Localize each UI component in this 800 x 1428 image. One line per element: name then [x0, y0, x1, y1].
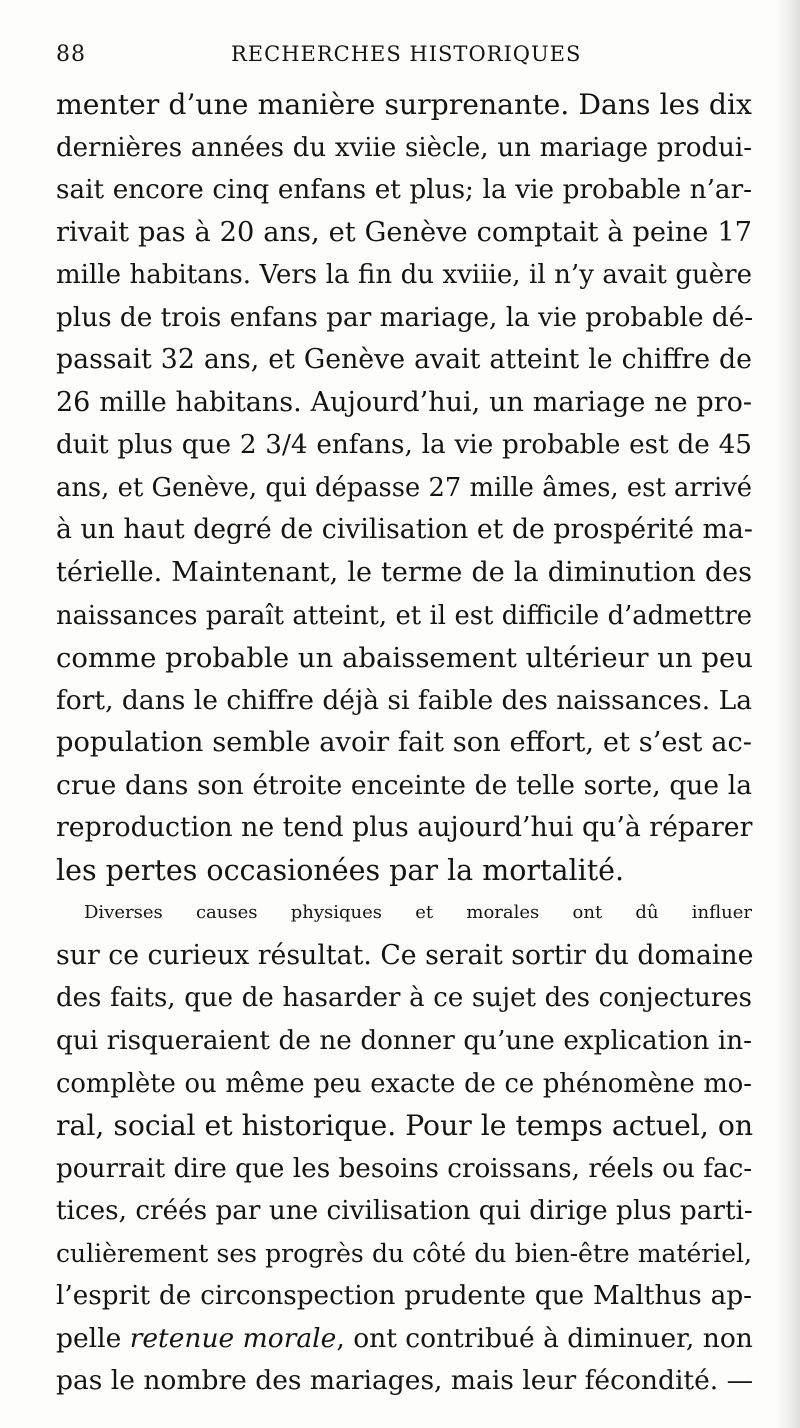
text-line-25: ral, social et historique. Pour le temps actuel, on [56, 1109, 754, 1143]
text-line-6: plus de trois enfans par mariage, la vie probable dé- [56, 302, 754, 333]
text-line-15: fort, dans le chiffre déjà si faible des naissances. La [56, 684, 753, 716]
text-line-31: pas le nombre des mariages, mais leur fécondité. — [56, 1365, 754, 1397]
text-line-8: 26 mille habitans. Aujourd’hui, un mariage ne pro- [56, 386, 752, 418]
text-line-5: mille habitans. Vers la fin du xviiie, il n’y avait guère [56, 260, 752, 291]
page-edge-shadow [774, 0, 800, 1428]
text-line-1: menter d’une manière surprenante. Dans les dix [56, 88, 752, 121]
text-line-29: l’esprit de circonspection prudente que Malthus ap- [56, 1281, 752, 1312]
body-text [56, 84, 752, 1403]
page-header [56, 40, 756, 70]
text-line-4: rivait pas à 20 ans, et Genève comptait à peine 17 [56, 216, 752, 248]
page-number: 88 [56, 42, 86, 67]
text-line-3: sait encore cinq enfans et plus; la vie probable n’ar- [56, 175, 752, 206]
text-line-22: des faits, que de hasarder à ce sujet des conjectures [56, 983, 752, 1014]
text-line-30: pelle retenue morale, ont contribué à diminuer, non [56, 1322, 753, 1354]
text-line-23: qui risqueraient de ne donner qu’une explication in- [56, 1026, 752, 1057]
text-line-2: dernières années du xviie siècle, un mariage produi- [56, 132, 752, 163]
text-line-9: duit plus que 2 3/4 enfans, la vie probable est de 45 [56, 430, 752, 461]
text-line-26: pourrait dire que les besoins croissans, réels ou fac- [56, 1153, 753, 1184]
text-line-10: ans, et Genève, qui dépasse 27 mille âmes, est arrivé [56, 472, 752, 503]
running-head: RECHERCHES HISTORIQUES [231, 42, 582, 66]
text-line-11: à un haut degré de civilisation et de prospérité ma- [56, 514, 753, 546]
text-line-21: sur ce curieux résultat. Ce serait sortir du domaine [56, 939, 754, 971]
text-line-24: complète ou même peu exacte de ce phénomène mo- [56, 1068, 752, 1099]
text-line-20: Diverses causes physiques et morales ont dû influer [84, 902, 752, 924]
text-line-19: les pertes occasionées par la mortalité. [56, 853, 625, 887]
text-line-17: crue dans son étroite enceinte de telle sorte, que la [56, 769, 752, 801]
text-line-27: tices, créés par une civilisation qui dirige plus parti- [56, 1196, 753, 1227]
text-line-13: naissances paraît atteint, et il est difficile d’admettre [56, 600, 752, 631]
text-line-12: térielle. Maintenant, le terme de la diminution des [56, 557, 752, 589]
text-line-16: population semble avoir fait son effort, et s’est ac- [56, 727, 752, 759]
text-line-14: comme probable un abaissement ultérieur un peu [56, 642, 753, 675]
text-line-18: reproduction ne tend plus aujourd’hui qu’à réparer [56, 812, 753, 844]
text-line-7: passait 32 ans, et Genève avait atteint le chiffre de [56, 344, 752, 376]
text-line-28: culièrement ses progrès du côté du bien-être matériel, [56, 1238, 752, 1268]
